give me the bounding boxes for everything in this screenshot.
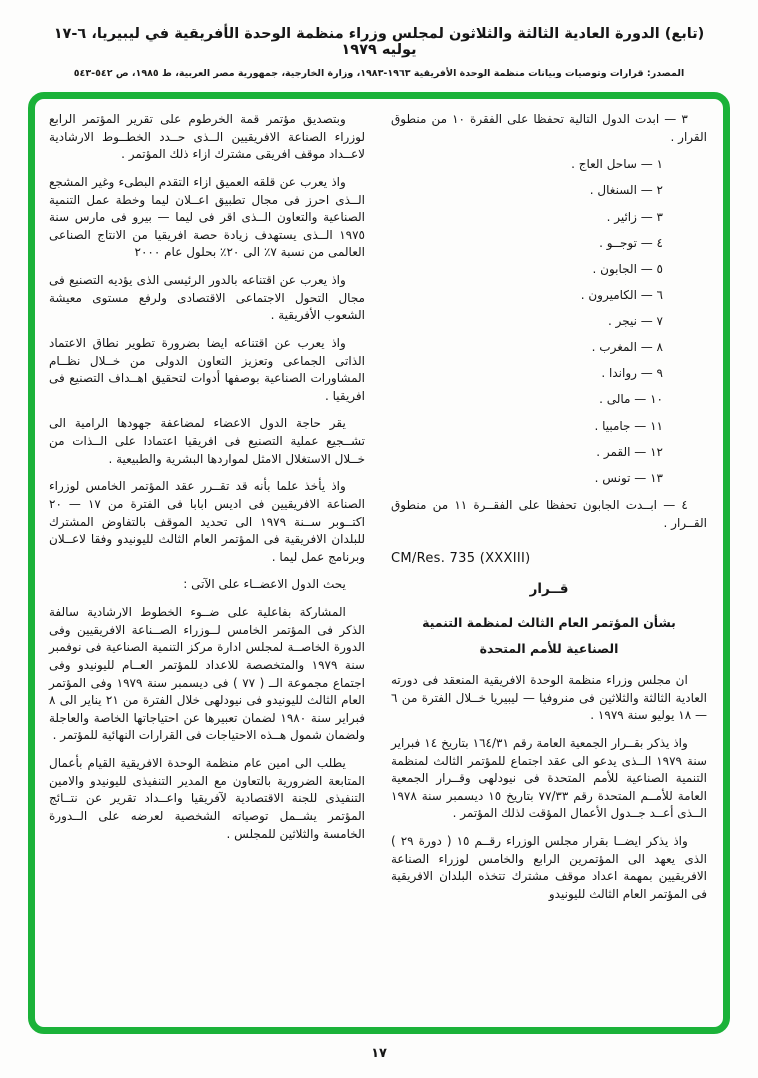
paragraph: واذ يذكر بقــرار الجمعية العامة رقم ١٦٤/٣١ بتاريخ ١٤ فبراير سنة ١٩٧٩ الــذى يدعو الى عقد اجتماع للمؤتمر الثالث لمنظمة التنمية الصناعية للأمم المتحدة فى نيودلهى وقــرار الجمعية العامة للأمــم المتحدة رقم ٧٧/٣٣ بتاريخ ١٥ ديسمبر سنة ١٩٧٨ الــذى أعــد جــدول الأعمال المؤقت لذلك المؤتمر .	[391, 735, 707, 821]
country-item: ١٣ — تونس .	[594, 470, 663, 485]
paragraph: واذ يعرب عن اقتناعه ايضا بضرورة تطوير نطاق الاعتماد الذاتى الجماعى وتعزيز التعاون الدولى من خــلال نظــام المشاورات الصناعية بوصفها أدوات لتحقيق اهــداف التصنيع فى افريقيا .	[49, 335, 365, 403]
country-item: ٩ — رواندا .	[601, 366, 663, 381]
country-list	[391, 156, 707, 487]
page-header	[0, 0, 758, 79]
country-item: ٥ — الجابون .	[592, 261, 663, 276]
paragraph: يطلب الى امين عام منظمة الوحدة الافريقية القيام بأعمال المتابعة الضرورية بالتعاون مع المدير التنفيذى لليونيدو والامين التنفيذى للجنة الاقتصادية لآفريقيا واعــداد تقرير عن نتــائج المؤتمر يشــمل توصياته الشخصية لعرضه على الــدورة الخامسة والثلاثين للمجلس .	[49, 756, 365, 841]
country-item: ٤ — توجــو .	[599, 235, 663, 250]
paragraph: يقر حاجة الدول الاعضاء لمضاعفة جهودها الرامية الى تشــجيع عملية التصنيع فى افريقيا اعتمادا على الــذات من خــلال الاستغلال الامثل لمواردها البشرية والطبيعية .	[49, 416, 365, 466]
content-frame	[28, 92, 730, 1034]
country-item: ٣ — زائير .	[606, 209, 663, 224]
country-item: ١٠ — مالى .	[599, 392, 663, 407]
resolution-number: CM/Res. 735 (XXXIII)	[391, 550, 531, 566]
paragraph: واذ يعرب عن قلقه العميق ازاء التقدم البطىء وغير المشجع الــذى احرز فى مجال تطبيق اعــلان ليما وخطة عمل التنمية الصناعية والتعاون الــذى اقر فى ليما — بيرو فى مارس سنة ١٩٧٥ الــذى يستهدف زيادة حصة افريقيا من الانتاج الصناعى العالمى من نسبة ٧٪ الى ٢٠٪ بحلول عام ٢٠٠٠	[49, 174, 365, 260]
country-item: ٢ — السنغال .	[589, 183, 663, 198]
paragraph: المشاركة بفاعلية على ضــوء الخطوط الارشادية سالفة الذكر فى المؤتمر الخامس لــوزراء الصــناعة الافريقيين وفى الدورة الخاصــة لمجلس ادارة مركز التنمية الصناعية فى نوفمبر سنة ١٩٧٩ والمتخصصة للاعداد للمؤتمر العــام لليونيدو وفى اجتماع مجموعة الــ ( ٧٧ ) فى ديسمبر سنة ١٩٧٩ وفى المؤتمر العام الثالث لليونيدو فى نيودلهى خلال الفترة من ٢١ يناير الى ٨ فبراير سنة ١٩٨٠ لضمان تعبيرها عن احتياجاتها الخاصة والعاجلة ولضمان شمول هــذه الاحتياجات فى القرارات النهائية للمؤتمر .	[49, 605, 365, 743]
paragraph: واذ يذكر ايضــا بقرار مجلس الوزراء رقــم ١٥ ( دورة ٢٩ ) الذى يعهد الى المؤتمرين الرابع والخامس لوزراء الصناعة الافريقيين بمهمة اعداد موقف مشترك تتخذه البلدان الافريقية فى المؤتمر العام الثالث لليونيدو	[391, 834, 707, 901]
country-item: ١١ — جامبيا .	[594, 418, 663, 433]
page-number: ١٧	[371, 1046, 387, 1061]
country-item: ١٢ — القمر .	[596, 444, 663, 459]
paragraph: واذ يأخذ علما بأنه قد تقــرر عقد المؤتمر الخامس لوزراء الصناعة الافريقيين فى اديس ابابا فى الفترة من ١٧ — ٢٠ اكتــوبر ســنة ١٩٧٩ الى تحديد الموقف بالتفاوض المشترك للبلدان الافريقية فى المؤتمر العام الثالث لليونيدو وفقا لاعــلان وبرنامج عمل ليما .	[49, 479, 365, 564]
country-item: ٧ — نيجر .	[607, 314, 663, 328]
column-right	[391, 111, 707, 1017]
column-left	[49, 111, 365, 1017]
paragraph: ٣ — ابدت الدول التالية تحفظا على الفقرة ١٠ من منطوق القرار .	[391, 112, 707, 144]
resolution-title: قــرار	[529, 580, 569, 597]
page-footer	[0, 1046, 758, 1061]
resolution-subject-line2: الصناعية للأمم المتحدة	[479, 640, 619, 656]
document-title: (تابع) الدورة العادية الثالثة والثلاثون لمجلس وزراء منظمة الوحدة الأفريقية في ليبيريا، ٦-١٧ يوليه ١٩٧٩	[53, 26, 705, 58]
paragraph: يحث الدول الاعضــاء على الآتى :	[183, 577, 346, 592]
paragraph: ٤ — ابــدت الجابون تحفظا على الفقــرة ١١ من منطوق القــرار .	[391, 498, 707, 530]
paragraph: واذ يعرب عن اقتناعه بالدور الرئيسى الذى يؤديه التصنيع فى مجال التحول الاجتماعى الاقتصادى ولرفع مستوى معيشة الشعوب الأفريقية .	[49, 273, 365, 323]
country-item: ١ — ساحل العاج .	[571, 157, 663, 172]
country-item: ٨ — المغرب .	[591, 340, 663, 355]
country-item: ٦ — الكاميرون .	[580, 287, 663, 302]
two-column-layout	[49, 111, 707, 1017]
paragraph: ان مجلس وزراء منظمة الوحدة الافريقية المنعقد فى دورته العادية الثالثة والثلاثين فى منروفيا — ليبيريا خــلال الفترة من ٦ — ١٨ يوليو سنة ١٩٧٩ .	[391, 673, 707, 723]
resolution-subject-line1: بشأن المؤتمر العام الثالث لمنظمة التنمية	[422, 614, 676, 630]
paragraph: وبتصديق مؤتمر قمة الخرطوم على تقرير المؤتمر الرابع لوزراء الصناعة الافريقيين الــذى حــدد الخطــوط الارشادية لاعــداد موقف افريقى مشترك ازاء ذلك المؤتمر .	[49, 112, 365, 162]
resolution-subject	[391, 610, 707, 663]
source-citation: المصدر: قرارات وتوصيات وبيانات منظمة الوحدة الأفريقية ١٩٦٣-١٩٨٣، وزارة الخارجية، جمهورية مصر العربية، ط ١٩٨٥، ص ٥٤٢-٥٤٣	[73, 68, 685, 79]
